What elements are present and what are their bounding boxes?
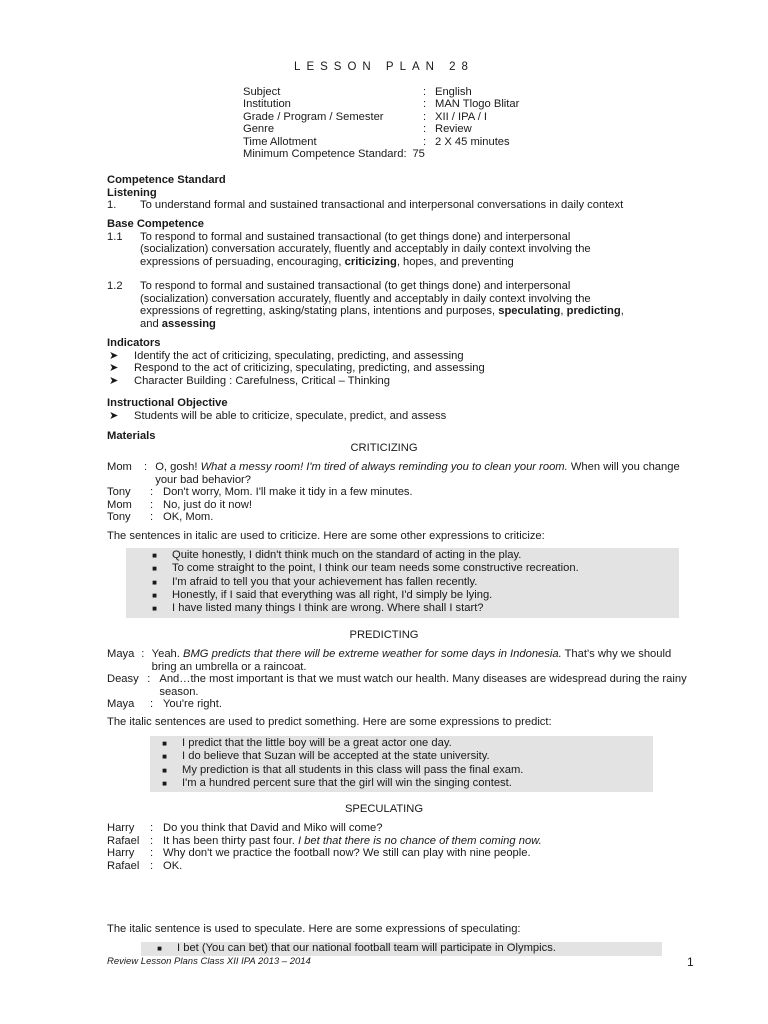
square-bullet-icon: ■	[152, 604, 157, 614]
criticizing-dialog	[107, 461, 692, 524]
info-row: Time Allotment : 2 X 45 minutes	[243, 135, 510, 148]
indicators-heading: Indicators	[107, 337, 161, 349]
arrow-bullet-icon: ➤	[109, 349, 119, 362]
page-number: 1	[687, 955, 694, 969]
info-key: Minimum Competence Standard	[243, 148, 404, 161]
square-bullet-icon: ■	[152, 564, 157, 574]
dialog-line: Tony : Don't worry, Mom. I'll make it tidy in a few minutes.	[107, 486, 413, 498]
info-row: Subject : English	[243, 86, 472, 98]
base-competence	[107, 218, 624, 330]
materials-heading: Materials	[107, 430, 156, 442]
dialog-line: Maya : Yeah. BMG predicts that there will be extreme weather for some days in Indonesia. That's why we should bring an umbrella or a raincoat.	[107, 648, 672, 673]
dialog-line: Mom : No, just do it now!	[107, 498, 252, 511]
list-item: ➤ Respond to the act of criticizing, speculating, predicting, and assessing	[109, 362, 485, 374]
predicting-dialog	[107, 648, 692, 711]
list-item: ■ I'm a hundred percent sure that the girl will win the singing contest.	[150, 777, 653, 790]
dialog-line: Harry : Do you think that David and Miko will come?	[107, 822, 383, 834]
competence-standard	[107, 174, 623, 212]
list-item: ■ I do believe that Suzan will be accepted at the state university.	[150, 750, 653, 763]
info-key: Institution	[243, 98, 291, 111]
list-item: ➤ Character Building : Carefulness, Critical – Thinking	[109, 374, 390, 387]
info-table	[243, 86, 519, 160]
list-item: ■ To come straight to the point, I think our team needs some constructive recreation.	[126, 562, 679, 575]
square-bullet-icon: ■	[152, 590, 157, 600]
arrow-bullet-icon: ➤	[109, 374, 119, 387]
criticizing-note: The sentences in italic are used to criticize. Here are some other expressions to criticize:	[107, 530, 545, 542]
base-item-2: 1.2 To respond to formal and sustained transactional (to get things done) and interpersonal (socialization) conversation accurately, fluently and acceptably in daily context involving the expressions of regretting, asking/stating plans, intentions and purposes, speculating, predicting, and assessing	[107, 280, 624, 330]
base-item-1: 1.1 To respond to formal and sustained transactional (to get things done) and interpersonal (socialization) conversation accurately, fluently and acceptably in daily context involving the expressions of persuading, encouraging, criticizing, hopes, and preventing	[107, 230, 591, 268]
criticizing-heading: CRITICIZING	[350, 442, 418, 454]
info-row: Genre : Review	[243, 123, 472, 136]
dialog-line: Deasy : And…the most important is that we must watch our health. Many diseases are widespread during the rainy season.	[107, 673, 687, 698]
square-bullet-icon: ■	[162, 752, 167, 762]
dialog-line: Rafael : OK.	[107, 859, 183, 872]
page-title: LESSON PLAN 28	[294, 61, 474, 73]
info-key: Time Allotment	[243, 135, 317, 148]
info-value: MAN Tlogo Blitar	[435, 98, 520, 111]
objective-heading: Instructional Objective	[107, 397, 228, 409]
speculating-heading: SPECULATING	[344, 803, 424, 815]
list-item: ■ I bet (You can bet) that our national football team will participate in Olympics.	[141, 942, 662, 955]
info-value: 75	[412, 148, 425, 161]
indicators	[107, 337, 485, 387]
base-competence-heading: Base Competence	[107, 218, 204, 230]
instructional-objective	[107, 397, 446, 422]
info-value: Review	[435, 123, 472, 136]
predicting-note: The italic sentences are used to predict something. Here are some expressions to predict:	[107, 716, 552, 728]
info-row: Institution : MAN Tlogo Blitar	[243, 98, 520, 111]
dialog-line: Harry : Why don't we practice the football now? We still can play with nine people.	[107, 847, 531, 859]
list-item: ➤ Identify the act of criticizing, speculating, predicting, and assessing	[109, 349, 464, 362]
predicting-expressions-box	[150, 736, 653, 792]
arrow-bullet-icon: ➤	[109, 362, 119, 374]
info-row: Grade / Program / Semester : XII / IPA / I	[243, 110, 488, 123]
list-item: ■ My prediction is that all students in this class will pass the final exam.	[150, 764, 653, 777]
speculating-note: The italic sentence is used to speculate. Here are some expressions of speculating:	[107, 923, 521, 935]
dialog-line: Maya : You're right.	[107, 698, 222, 710]
speculating-dialog	[107, 822, 692, 872]
square-bullet-icon: ■	[162, 765, 167, 775]
square-bullet-icon: ■	[152, 551, 157, 560]
info-value: XII / IPA / I	[435, 110, 488, 123]
square-bullet-icon: ■	[162, 778, 167, 788]
list-item: ■ Honestly, if I said that everything was all right, I'd simply be lying.	[126, 589, 679, 602]
list-item: ■ I have listed many things I think are wrong. Where shall I start?	[126, 602, 679, 615]
info-key: Grade / Program / Semester	[243, 110, 384, 123]
info-value: 2 X 45 minutes	[435, 135, 510, 148]
competence-heading: Competence Standard	[107, 174, 226, 186]
square-bullet-icon: ■	[162, 739, 167, 748]
info-key: Subject	[243, 86, 281, 98]
square-bullet-icon: ■	[152, 577, 157, 587]
speculating-expressions-box	[141, 942, 662, 956]
footer: Review Lesson Plans Class XII IPA 2013 – 2014	[107, 956, 311, 967]
list-item: ■ I predict that the little boy will be a great actor one day.	[150, 737, 653, 750]
list-item: ➤ Students will be able to criticize, speculate, predict, and assess	[109, 409, 447, 422]
arrow-bullet-icon: ➤	[109, 409, 119, 422]
square-bullet-icon: ■	[157, 944, 162, 953]
listening-heading: Listening	[107, 186, 157, 199]
competence-item: 1. To understand formal and sustained transactional and interpersonal conversations in daily context	[107, 199, 624, 211]
dialog-line: Rafael : It has been thirty past four. I bet that there is no chance of them coming now.	[107, 834, 542, 847]
info-value: English	[435, 86, 472, 98]
predicting-heading: PREDICTING	[349, 629, 419, 641]
dialog-line: Mom : O, gosh! What a messy room! I'm tired of always reminding you to clean your room. When will you change your bad behavior?	[107, 461, 680, 486]
info-key: Genre	[243, 123, 275, 136]
info-row: Minimum Competence Standard : 75	[243, 148, 425, 161]
list-item: ■ I'm afraid to tell you that your achievement has fallen recently.	[126, 576, 679, 589]
dialog-line: Tony : OK, Mom.	[107, 511, 214, 523]
list-item: ■ Quite honestly, I didn't think much on the standard of acting in the play.	[126, 549, 679, 562]
criticizing-expressions-box	[126, 548, 679, 618]
